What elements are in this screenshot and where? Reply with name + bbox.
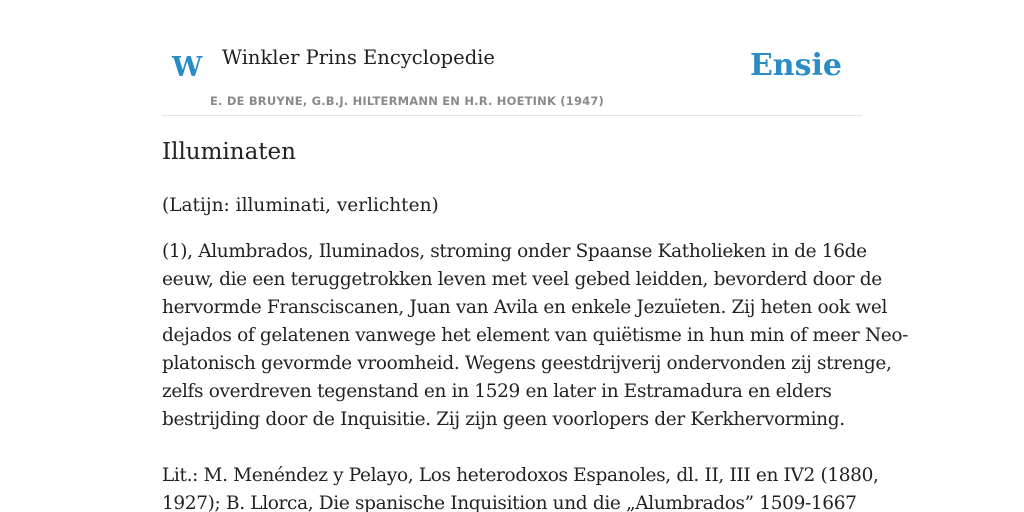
literature-line: Lit.: M. Menéndez y Pelayo, Los heterodoxos Espanoles, dl. II, III en IV2 (1880, [162,465,879,486]
paragraph-1-line: hervormde Fransciscanen, Juan van Avila en enkele Jezuïeten. Zij heten ook wel [162,297,888,318]
paragraph-1-line: (1), Alumbrados, Iluminados, stroming onder Spaanse Katholieken in de 16de [162,241,867,262]
page-header [162,30,862,116]
paragraph-1 [162,238,909,434]
paragraph-1-line: zelfs overdreven tegenstand en in 1529 en later in Estramadura en elders [162,381,832,402]
paragraph-1-line: bestrijding door de Inquisitie. Zij zijn geen voorlopers der Kerkhervorming. [162,409,845,430]
encyclopedia-title[interactable]: Winkler Prins Encyclopedie [222,46,495,69]
authors-line: E. DE BRUYNE, G.B.J. HILTERMANN EN H.R. HOETINK (1947) [210,94,605,108]
entry-title: Illuminaten [162,139,296,165]
paragraph-1-line: platonisch gevormde vroomheid. Wegens geestdrijverij ondervonden zij strenge, [162,353,892,374]
entry-body [162,238,909,512]
logo-w-icon[interactable]: W [172,52,203,83]
paragraph-1-line: dejados of gelatenen vanwege het element van quiëtisme in hun min of meer Neo- [162,325,909,346]
ensie-logo[interactable]: Ensie [749,48,842,83]
paragraph-1-line: eeuw, die een teruggetrokken leven met veel gebed leidden, bevorderd door de [162,269,882,290]
literature-paragraph [162,462,879,512]
entry-etymology: (Latijn: illuminati, verlichten) [162,195,439,216]
literature-line: 1927); B. Llorca, Die spanische Inquisition und die „Alumbrados” 1509-1667 [162,493,857,512]
